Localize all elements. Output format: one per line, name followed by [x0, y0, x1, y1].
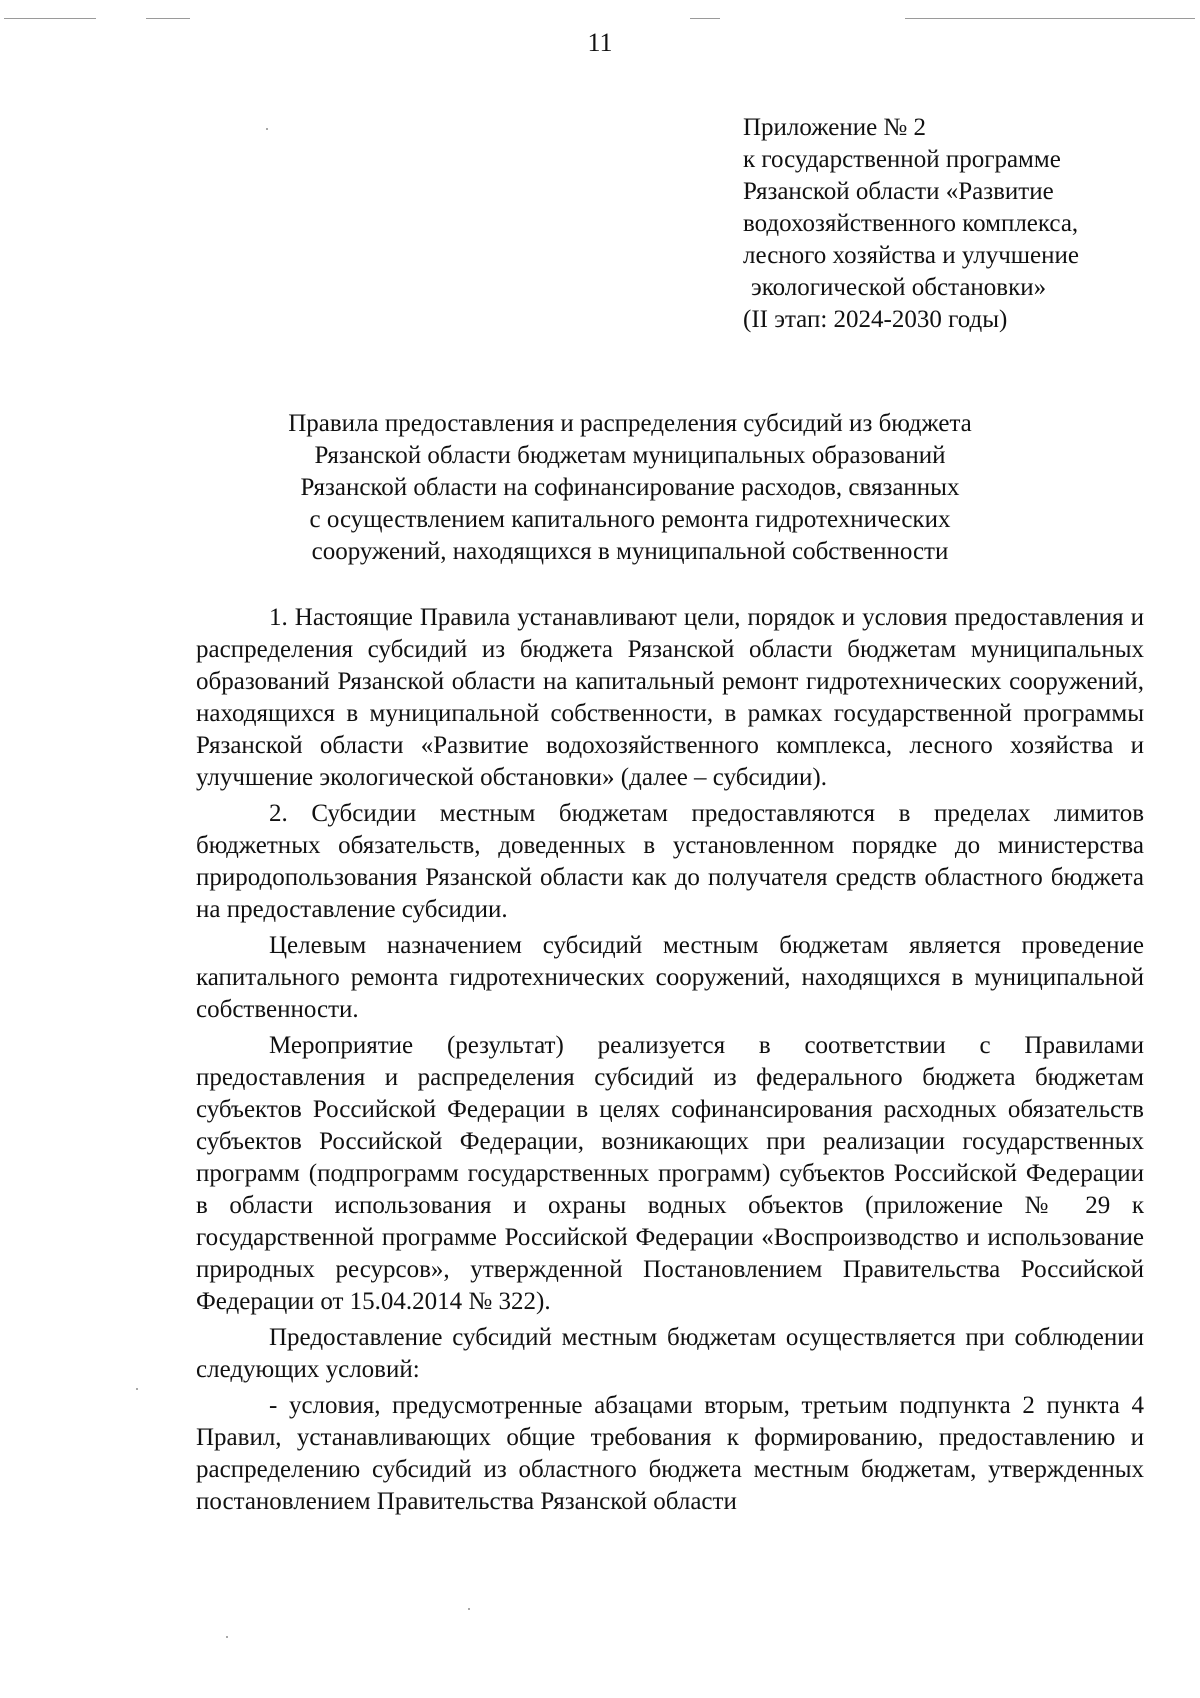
document-title	[230, 408, 1030, 568]
title-line: Рязанской области на софинансирование расходов, связанных	[300, 474, 960, 501]
document-body	[196, 602, 1144, 1518]
body-paragraph: - условия, предусмотренные абзацами вторым, третьим подпункта 2 пункта 4 Правил, устанавливающих общие требования к формированию, предоставлению и распределению субсидий из областного бюджета местным бюджетам, утвержденных постановлением Правительства Рязанской области	[196, 1392, 1144, 1515]
appendix-line: Приложение № 2	[743, 114, 927, 141]
scan-artifact	[690, 18, 720, 19]
scan-artifact	[266, 128, 268, 130]
title-line: Правила предоставления и распределения субсидий из бюджета	[288, 410, 972, 437]
scan-artifact	[468, 1608, 470, 1610]
appendix-line: водохозяйственного комплекса,	[743, 210, 1079, 237]
appendix-line: лесного хозяйства и улучшение	[743, 242, 1079, 269]
body-paragraph: Целевым назначением субсидий местным бюджетам является проведение капитального ремонта гидротехнических сооружений, находящихся в муниципальной собственности.	[196, 932, 1144, 1023]
title-line: с осуществлением капитального ремонта гидротехнических	[309, 506, 951, 533]
title-line: сооружений, находящихся в муниципальной собственности	[311, 538, 949, 565]
page-number: 11	[587, 28, 613, 57]
body-paragraph: 2. Субсидии местным бюджетам предоставляются в пределах лимитов бюджетных обязательств, доведенных в установленном порядке до министерства природопользования Рязанской области как до получателя средств областного бюджета на предоставление субсидии.	[196, 800, 1144, 923]
title-line: Рязанской области бюджетам муниципальных образований	[314, 442, 946, 469]
body-paragraph: 1. Настоящие Правила устанавливают цели, порядок и условия предоставления и распределения субсидий из бюджета Рязанской области бюджетам муниципальных образований Рязанской области на капитальный ремонт гидротехнических сооружений, находящихся в муниципальной собственности, в рамках государственной программы Рязанской области «Развитие водохозяйственного комплекса, лесного хозяйства и улучшение экологической обстановки» (далее – субсидии).	[196, 604, 1144, 791]
scan-artifact	[136, 1388, 138, 1390]
appendix-line: (II этап: 2024-2030 годы)	[743, 306, 1008, 333]
appendix-line: Рязанской области «Развитие	[743, 178, 1054, 205]
body-paragraph: Мероприятие (результат) реализуется в соответствии с Правилами предоставления и распределения субсидий из федерального бюджета бюджетам субъектов Российской Федерации в целях софинансирования расходных обязательств субъектов Российской Федерации, возникающих при реализации государственных программ (подпрограмм государственных программ) субъектов Российской Федерации в области использования и охраны водных объектов (приложение № 29 к государственной программе Российской Федерации «Воспроизводство и использование природных ресурсов», утвержденной Постановлением Правительства Российской Федерации от 15.04.2014 № 322).	[196, 1032, 1144, 1315]
scan-artifact	[905, 18, 1195, 19]
appendix-line: экологической обстановки»	[751, 274, 1047, 301]
scan-artifact	[226, 1636, 228, 1638]
appendix-line: к государственной программе	[743, 146, 1061, 173]
scan-artifact	[146, 18, 190, 19]
scan-artifact	[4, 18, 96, 19]
body-paragraph: Предоставление субсидий местным бюджетам осуществляется при соблюдении следующих условий:	[196, 1324, 1144, 1383]
appendix-header	[743, 112, 1079, 336]
